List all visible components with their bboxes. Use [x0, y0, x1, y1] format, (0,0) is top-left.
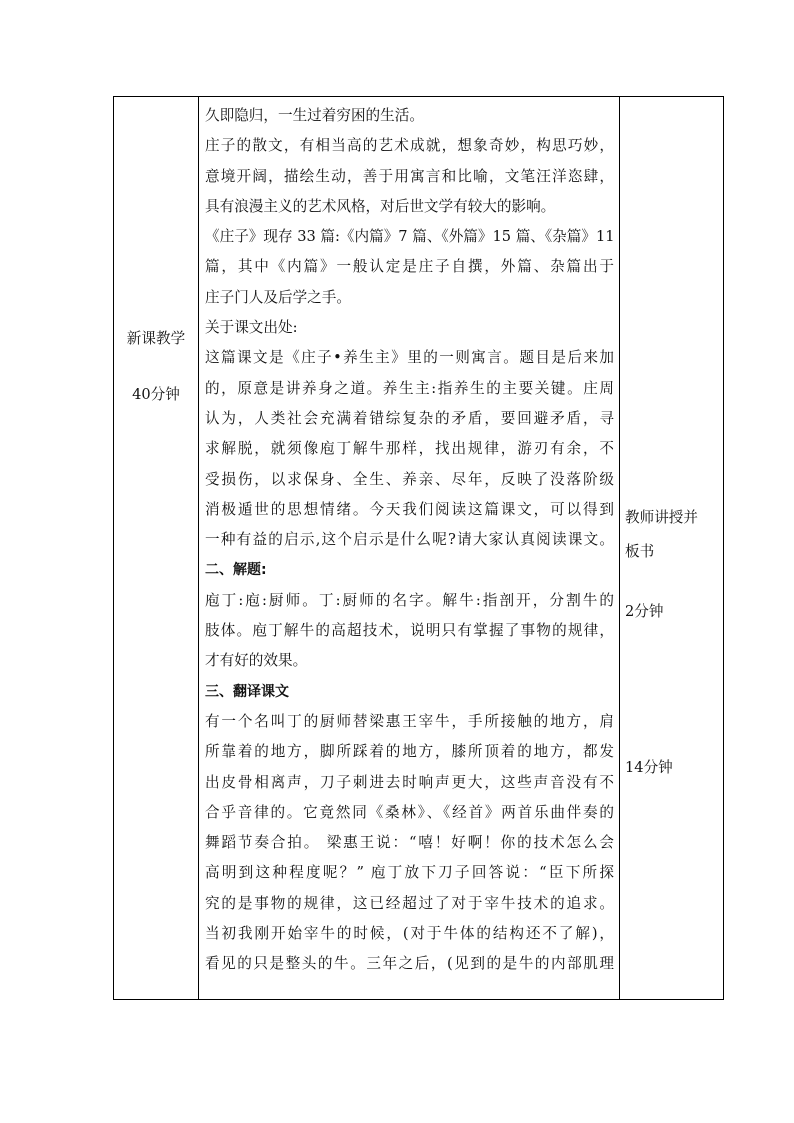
content-line: 才有好的效果。	[205, 652, 308, 670]
content-line: 肢体。庖丁解牛的高超技术，说明只有掌握了事物的规律，	[205, 622, 614, 640]
content-line: 庄子的散文，有相当高的艺术成就，想象奇妙，构思巧妙，	[205, 137, 614, 155]
content-line: 求解脱，就须像庖丁解牛那样，找出规律，游刃有余，不	[205, 440, 614, 458]
content-line: 看见的只是整头的牛。三年之后，(见到的是牛的内部肌理	[205, 955, 614, 973]
content-line: 意境开阔，描绘生动，善于用寓言和比喻，文笔汪洋恣肆，	[205, 167, 614, 185]
content-line: 关于课文出处:	[205, 319, 298, 337]
section-cell	[114, 97, 198, 999]
time-allocation: 2分钟	[625, 603, 664, 620]
method-cell	[620, 97, 724, 999]
content-line: 有一个名叫丁的厨师替梁惠王宰牛，手所接触的地方，肩	[205, 712, 614, 730]
content-line: 高明到这种程度呢？” 庖丁放下刀子回答说：“臣下所探	[205, 864, 614, 882]
method-text: 板书	[625, 543, 655, 560]
content-line: 具有浪漫主义的艺术风格，对后世文学有较大的影响。	[205, 197, 556, 215]
content-line: 这篇课文是《庄子•养生主》里的一则寓言。题目是后来加	[205, 349, 614, 367]
content-line: 庖丁:庖:厨师。丁:厨师的名字。解牛:指剖开，分割牛的	[205, 591, 614, 609]
content-line: 当初我刚开始宰牛的时候，(对于牛体的结构还不了解)，	[205, 925, 614, 943]
time-allocation: 14分钟	[625, 759, 673, 776]
content-line: 认为，人类社会充满着错综复杂的矛盾，要回避矛盾，寻	[205, 409, 614, 427]
content-line: 受损伤，以求保身、全生、养亲、尽年，反映了没落阶级	[205, 470, 614, 488]
section-heading: 三、翻译课文	[205, 683, 289, 700]
content-line: 所靠着的地方，脚所踩着的地方，膝所顶着的地方，都发	[205, 743, 614, 761]
content-line: 篇，其中《内篇》一般认定是庄子自撰，外篇、杂篇出于	[205, 258, 614, 276]
content-line: 一种有益的启示,这个启示是什么呢?请大家认真阅读课文。	[205, 531, 614, 549]
method-text: 教师讲授并	[625, 509, 698, 526]
section-duration: 40分钟	[132, 386, 180, 403]
section-heading: 二、解题:	[205, 562, 267, 579]
content-line: 的，原意是讲养身之道。养生主:指养生的主要关键。庄周	[205, 379, 614, 397]
content-line: 出皮骨相离声，刀子刺进去时响声更大，这些声音没有不	[205, 773, 614, 791]
content-line: 庄子门人及后学之手。	[205, 288, 351, 306]
content-line: 久即隐归，一生过着穷困的生活。	[205, 107, 424, 124]
content-cell	[199, 97, 619, 999]
content-line: 合乎音律的。它竟然同《桑林》、《经首》两首乐曲伴奏的	[205, 803, 614, 821]
section-label: 新课教学	[126, 330, 186, 347]
content-line: 究的是事物的规律，这已经超过了对于宰牛技术的追求。	[205, 894, 614, 912]
content-line: 《庄子》现存 33 篇:《内篇》7 篇、《外篇》15 篇、《杂篇》11	[205, 228, 615, 246]
content-line: 舞蹈节奏合拍。 梁惠王说：“嘻！好啊！你的技术怎么会	[205, 834, 614, 852]
content-line: 消极遁世的思想情绪。今天我们阅读这篇课文，可以得到	[205, 500, 614, 518]
lesson-plan-table	[113, 96, 724, 1000]
